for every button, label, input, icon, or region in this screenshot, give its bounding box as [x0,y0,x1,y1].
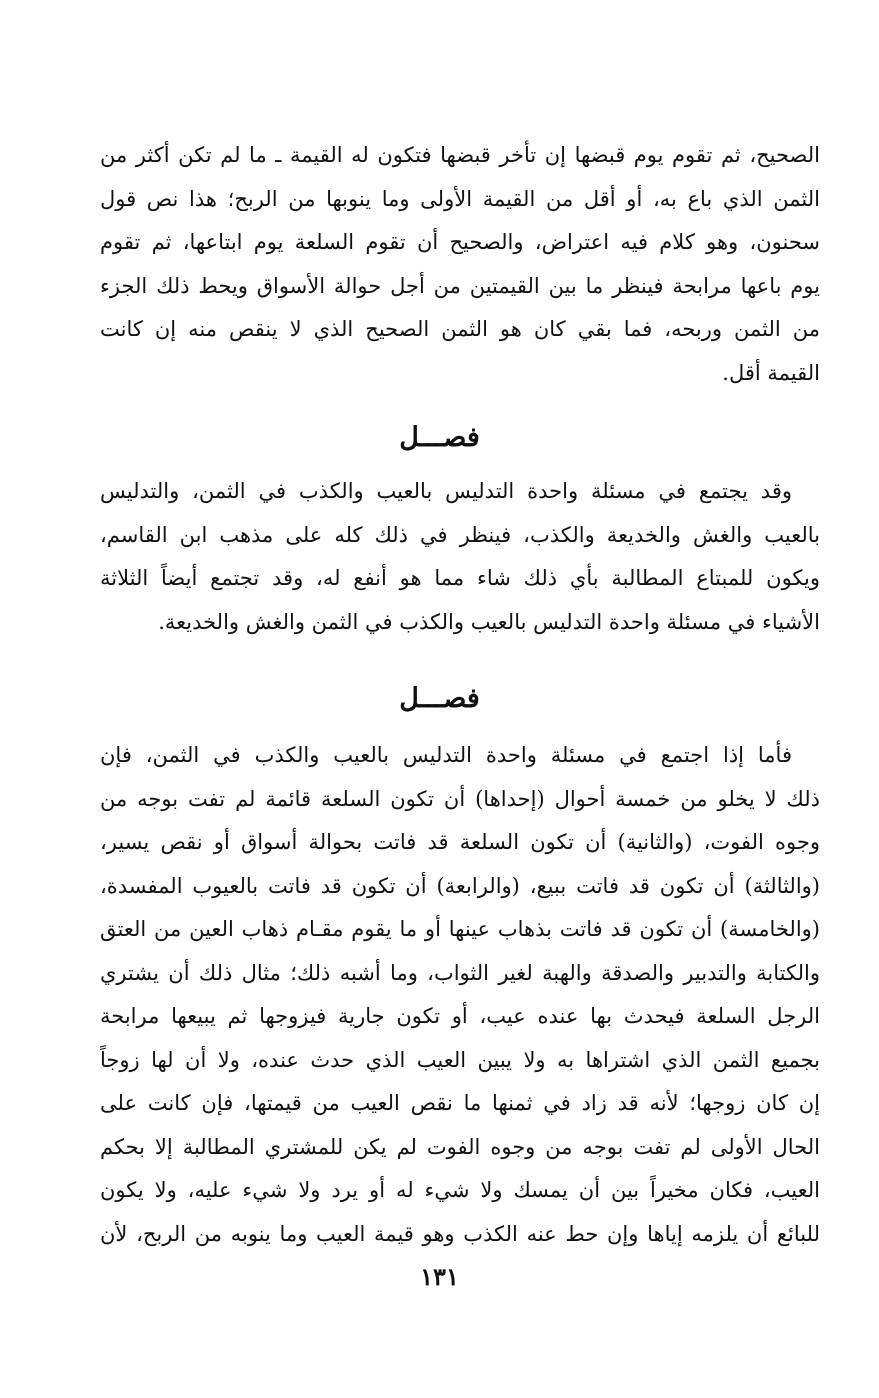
text-line: وقد يجتمع في مسئلة واحدة التدليس بالعيب والكذب في الثمن، والتدليس [100,479,792,503]
text-line: (والخامسة) أن تكون قد فاتت بذهاب عينها أو ما يقوم مقـام ذهاب العين من العتق [100,917,820,941]
text-line: (والثالثة) أن تكون قد فاتت ببيع، (والرابعة) أن تكون قد فاتت بالعيوب المفسدة، [100,873,820,898]
text-line: الأشياء في مسئلة واحدة التدليس بالعيب والكذب في الثمن والغش والخديعة. [158,609,820,634]
text-line: والكتابة والتدبير والصدقة والهبة لغير الثواب، وما أشبه ذلك؛ مثال ذلك أن يشتري [100,960,820,985]
text-line: بالعيب والغش والخديعة والكذب، فينظر في ذلك كله على مذهب ابن القاسم، [100,522,820,547]
section-heading: فصـــل [399,683,480,714]
text-line: للبائع أن يلزمه إياها وإن حط عنه الكذب وهو قيمة العيب وما ينوبه من الربح، لأن [100,1221,820,1246]
text-line: الصحيح، ثم تقوم يوم قبضها إن تأخر قبضها فتكون له القيمة ـ ما لم تكن أكثر من [100,143,820,167]
paragraph-3 [100,734,820,1256]
paragraph-1 [100,134,820,395]
text-line: بجميع الثمن الذي اشتراها به ولا يبين العيب الذي حدث عنده، ولا أن لها زوجاً [100,1047,820,1072]
text-line: القيمة أقل. [722,360,820,385]
text-line: يوم باعها مرابحة فينظر ما بين القيمتين من أجل حوالة الأسواق ويحط ذلك الجزء [100,273,820,298]
text-line: فأما إذا اجتمع في مسئلة واحدة التدليس بالعيب والكذب في الثمن، فإن [100,743,792,767]
text-line: الثمن الذي باع به، أو أقل من القيمة الأولى وما ينوبها من الربح؛ هذا نص قول [100,186,820,211]
text-line: إن كان زوجها؛ لأنه قد زاد في ثمنها ما نقص العيب من قيمتها، فإن كانت على [100,1091,820,1115]
text-line: العيب، فكان مخيراً بين أن يمسك ولا شيء له أو يرد ولا شيء عليه، ولا يكون [100,1178,820,1202]
page-number: ١٣١ [420,1262,459,1291]
text-line: الرجل السلعة فيحدث بها عنده عيب، أو تكون جارية فيزوجها ثم يبيعها مرابحة [100,1004,820,1028]
text-line: سحنون، وهو كلام فيه اعتراض، والصحيح أن تقوم السلعة يوم ابتاعها، ثم تقوم [100,230,820,254]
text-line: ذلك لا يخلو من خمسة أحوال (إحداها) أن تكون السلعة قائمة لم تفت بوجه من [100,786,820,811]
text-line: ويكون للمبتاع المطالبة بأي ذلك شاء مما هو أنفع له، وقد تجتمع أيضاً الثلاثة [100,566,820,590]
paragraph-2 [100,470,820,644]
section-heading: فصـــل [399,422,480,453]
text-line: الحال الأولى لم تفت بوجه من وجوه الفوت لم يكن للمشتري المطالبة إلا بحكم [100,1134,820,1159]
text-line: وجوه الفوت، (والثانية) أن تكون السلعة قد فاتت بحوالة أسواق أو نقص يسير، [100,830,820,854]
text-line: من الثمن وربحه، فما بقي كان هو الثمن الصحيح الذي لا ينقص منه إن كانت [100,317,820,341]
